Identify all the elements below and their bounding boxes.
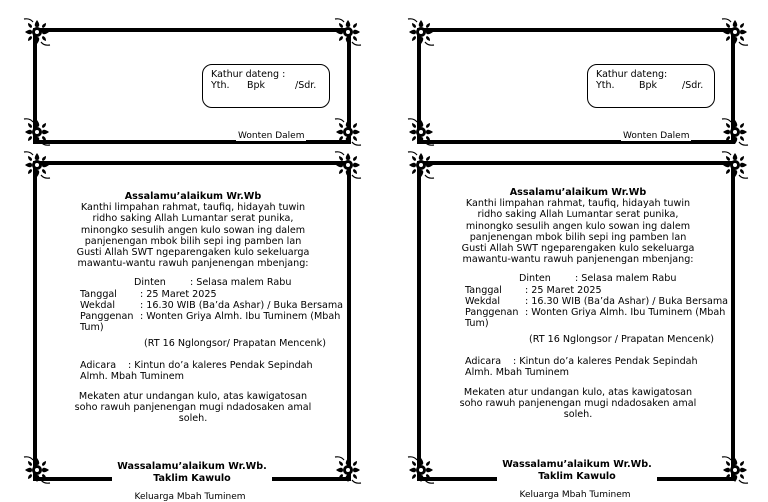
floral-corner-icon (406, 117, 436, 147)
dinten-value: : Selasa malem Rabu (190, 277, 292, 289)
adicara-cont: Almh. Mbah Tuminem (465, 366, 569, 378)
panggenan-cont: Tum) (80, 322, 104, 334)
intro-line: panjenengan mbok bilih sepi ing pamben lan (469, 231, 687, 243)
panggenan-label: Panggenan (465, 307, 519, 319)
floral-corner-icon (720, 150, 750, 180)
bpk-label: Bpk (247, 80, 266, 91)
closing-line: soleh. (178, 413, 208, 425)
closing-line: Mekaten atur undangan kulo, atas kawigatosan (463, 387, 693, 399)
wekdal-value: : 16.30 WIB (Ba’da Ashar) / Buka Bersama (525, 295, 729, 307)
intro-line: ridho saking Allah Lumantar serat punika, (477, 209, 679, 221)
adicara-cont: Almh. Mbah Tuminem (80, 370, 184, 382)
floral-corner-icon (22, 150, 52, 180)
intro-line: mawantu-wantu rawuh panjenengan mbenjang: (77, 258, 309, 270)
invitation-body-right (455, 187, 740, 421)
floral-corner-icon (406, 17, 436, 47)
adicara-label: Adicara (80, 359, 117, 371)
floral-corner-icon (720, 455, 750, 485)
intro-line: mawantu-wantu rawuh panjenengan mbenjang: (462, 254, 694, 266)
sdr-label: /Sdr. (295, 80, 317, 91)
wassalam-right: Wassalamu’alaikum Wr.Wb. (502, 459, 652, 470)
panggenan-cont: Tum) (465, 318, 489, 330)
tanggal-label: Tanggal (80, 288, 117, 300)
closing-line: soho rawuh panjenengan mugi ndadosaken amal (74, 402, 312, 414)
intro-line: minongko sesulih angen kulo sowan ing dalem (80, 224, 306, 236)
intro-line: Kanthi limpahan rahmat, taufiq, hidayah tuwin (465, 198, 691, 210)
wekdal-label: Wekdal (80, 299, 116, 311)
floral-corner-icon (720, 17, 750, 47)
floral-corner-icon (22, 455, 52, 485)
floral-corner-icon (333, 455, 363, 485)
closing-line: soleh. (563, 409, 593, 421)
dinten-label: Dinten (519, 273, 551, 285)
floral-corner-icon (333, 150, 363, 180)
floral-corner-icon (406, 150, 436, 180)
adicara-value: : Kintun do’a kaleres Pendak Sepindah (513, 355, 698, 367)
invitation-body-left (70, 191, 355, 425)
taklim-left: Taklim Kawulo (112, 473, 272, 484)
kathur-dateng-label: Kathur dateng: (596, 69, 668, 80)
wekdal-label: Wekdal (465, 295, 501, 307)
bpk-label: Bpk (639, 80, 658, 91)
intro-line: Gusti Allah SWT ngeparengaken kulo sekeluarga (461, 243, 695, 255)
panggenan-label: Panggenan (80, 311, 134, 323)
intro-line: Gusti Allah SWT ngeparengaken kulo sekeluarga (76, 247, 310, 259)
tanggal-value: : 25 Maret 2025 (525, 284, 602, 296)
tanggal-value: : 25 Maret 2025 (140, 288, 217, 300)
wonten-dalem-left: Wonten Dalem (238, 131, 305, 141)
intro-line: Kanthi limpahan rahmat, taufiq, hidayah tuwin (80, 202, 306, 214)
closing-line: soho rawuh panjenengan mugi ndadosaken amal (459, 398, 697, 410)
wekdal-value: : 16.30 WIB (Ba’da Ashar) / Buka Bersama (140, 299, 344, 311)
dinten-value: : Selasa malem Rabu (575, 273, 677, 285)
taklim-right: Taklim Kawulo (497, 471, 657, 482)
keluarga-right: Keluarga Mbah Tuminem (519, 490, 631, 500)
intro-line: minongko sesulih angen kulo sowan ing dalem (465, 220, 691, 232)
rt-address: (RT 16 Nglongsor / Prapatan Mencenk) (529, 334, 714, 346)
floral-corner-icon (720, 117, 750, 147)
panggenan-value: : Wonten Griya Almh. Ibu Tuminem (Mbah (525, 307, 726, 319)
greeting: Assalamu’alaikum Wr.Wb (509, 187, 647, 198)
floral-corner-icon (406, 455, 436, 485)
yth-label: Yth. (596, 80, 615, 91)
adicara-label: Adicara (465, 355, 502, 367)
tanggal-label: Tanggal (465, 284, 502, 296)
wassalam-left: Wassalamu’alaikum Wr.Wb. (117, 461, 267, 472)
floral-corner-icon (333, 117, 363, 147)
greeting: Assalamu’alaikum Wr.Wb (124, 191, 262, 202)
kathur-dateng-label: Kathur dateng : (211, 69, 286, 80)
address-box-right (587, 64, 715, 108)
dinten-label: Dinten (134, 277, 166, 289)
wonten-dalem-right: Wonten Dalem (623, 131, 690, 141)
floral-corner-icon (22, 17, 52, 47)
floral-corner-icon (333, 17, 363, 47)
keluarga-left: Keluarga Mbah Tuminem (134, 492, 246, 502)
yth-label: Yth. (211, 80, 230, 91)
intro-line: ridho saking Allah Lumantar serat punika, (92, 213, 294, 225)
floral-corner-icon (22, 117, 52, 147)
rt-address: (RT 16 Nglongsor/ Prapatan Mencenk) (144, 338, 326, 350)
adicara-value: : Kintun do’a kaleres Pendak Sepindah (128, 359, 313, 371)
sdr-label: /Sdr. (682, 80, 704, 91)
intro-line: panjenengan mbok bilih sepi ing pamben lan (84, 235, 302, 247)
address-box-left (202, 64, 330, 108)
closing-line: Mekaten atur undangan kulo, atas kawigatosan (78, 391, 308, 403)
panggenan-value: : Wonten Griya Almh. Ibu Tuminem (Mbah (140, 311, 341, 323)
